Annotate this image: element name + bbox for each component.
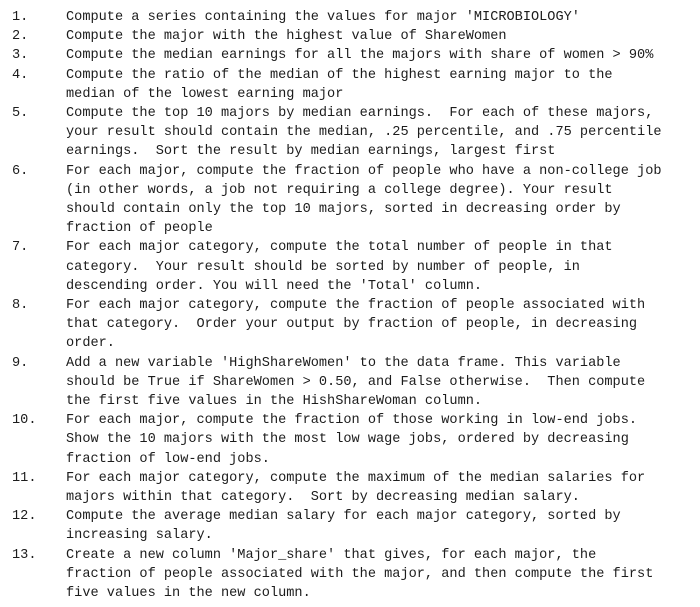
item-text	[66, 296, 696, 354]
item-number: 6.	[12, 163, 29, 179]
item-text	[66, 162, 696, 239]
list-item	[0, 46, 700, 65]
item-number: 10.	[12, 413, 37, 429]
item-line: Create a new column 'Major_share' that gives, for each major, the	[66, 547, 597, 563]
item-number: 8.	[12, 298, 29, 314]
item-text	[66, 27, 696, 46]
list-item	[0, 354, 700, 412]
item-text	[66, 354, 696, 412]
list-item	[0, 66, 700, 104]
item-text	[66, 238, 696, 296]
item-number: 2.	[12, 29, 29, 45]
list-item	[0, 507, 700, 545]
item-line: the first five values in the HishShareWoman column.	[66, 394, 483, 410]
item-line: Compute the average median salary for each major category, sorted by	[66, 509, 621, 525]
list-item	[0, 162, 700, 239]
numbered-task-list	[0, 8, 700, 603]
item-line: Show the 10 majors with the most low wage jobs, ordered by decreasing	[66, 432, 629, 448]
item-number: 12.	[12, 509, 37, 525]
item-number: 5.	[12, 106, 29, 122]
item-line: majors within that category. Sort by decreasing median salary.	[66, 490, 580, 506]
list-item	[0, 27, 700, 46]
item-line: Compute the major with the highest value of ShareWomen	[66, 29, 507, 45]
item-line: increasing salary.	[66, 528, 213, 544]
item-line: order.	[66, 336, 115, 352]
item-number: 4.	[12, 67, 29, 83]
list-item	[0, 238, 700, 296]
list-item	[0, 546, 700, 604]
item-line: category. Your result should be sorted by number of people, in	[66, 259, 580, 275]
item-text	[66, 469, 696, 507]
item-line: For each major category, compute the fraction of people associated with	[66, 298, 646, 314]
item-line: your result should contain the median, .25 percentile, and .75 percentile	[66, 125, 662, 141]
item-line: Compute a series containing the values for major 'MICROBIOLOGY'	[66, 10, 580, 25]
item-line: Compute the top 10 majors by median earnings. For each of these majors,	[66, 106, 654, 122]
item-line: Compute the median earnings for all the majors with share of women > 90%	[66, 48, 654, 64]
item-line: should be True if ShareWomen > 0.50, and False otherwise. Then compute	[66, 374, 646, 390]
item-line: For each major, compute the fraction of people who have a non-college job	[66, 163, 662, 179]
item-text	[66, 546, 696, 604]
item-line: fraction of people	[66, 221, 213, 237]
item-line: descending order. You will need the 'Total' column.	[66, 278, 483, 294]
list-item	[0, 8, 700, 27]
list-item	[0, 296, 700, 354]
item-number: 3.	[12, 48, 29, 64]
item-number: 1.	[12, 10, 29, 25]
list-item	[0, 469, 700, 507]
item-line: fraction of low-end jobs.	[66, 451, 270, 467]
item-text	[66, 411, 696, 469]
list-item	[0, 411, 700, 469]
item-text	[66, 66, 696, 104]
item-number: 13.	[12, 547, 37, 563]
item-line: Compute the ratio of the median of the highest earning major to the	[66, 67, 613, 83]
item-text	[66, 507, 696, 545]
item-line: (in other words, a job not requiring a college degree). Your result	[66, 182, 613, 198]
item-line: median of the lowest earning major	[66, 86, 344, 102]
item-line: fraction of people associated with the major, and then compute the first	[66, 566, 654, 582]
item-text	[66, 104, 696, 162]
item-line: For each major category, compute the maximum of the median salaries for	[66, 470, 646, 486]
item-line: For each major, compute the fraction of those working in low-end jobs.	[66, 413, 638, 429]
item-line: For each major category, compute the total number of people in that	[66, 240, 613, 256]
list-item	[0, 104, 700, 162]
item-line: should contain only the top 10 majors, sorted in decreasing order by	[66, 202, 621, 218]
item-line: five values in the new column.	[66, 586, 311, 602]
item-line: earnings. Sort the result by median earnings, largest first	[66, 144, 556, 160]
item-number: 11.	[12, 470, 37, 486]
item-text	[66, 8, 696, 27]
item-line: Add a new variable 'HighShareWomen' to the data frame. This variable	[66, 355, 621, 371]
item-number: 9.	[12, 355, 29, 371]
item-number: 7.	[12, 240, 29, 256]
item-text	[66, 46, 696, 65]
item-line: that category. Order your output by fraction of people, in decreasing	[66, 317, 638, 333]
